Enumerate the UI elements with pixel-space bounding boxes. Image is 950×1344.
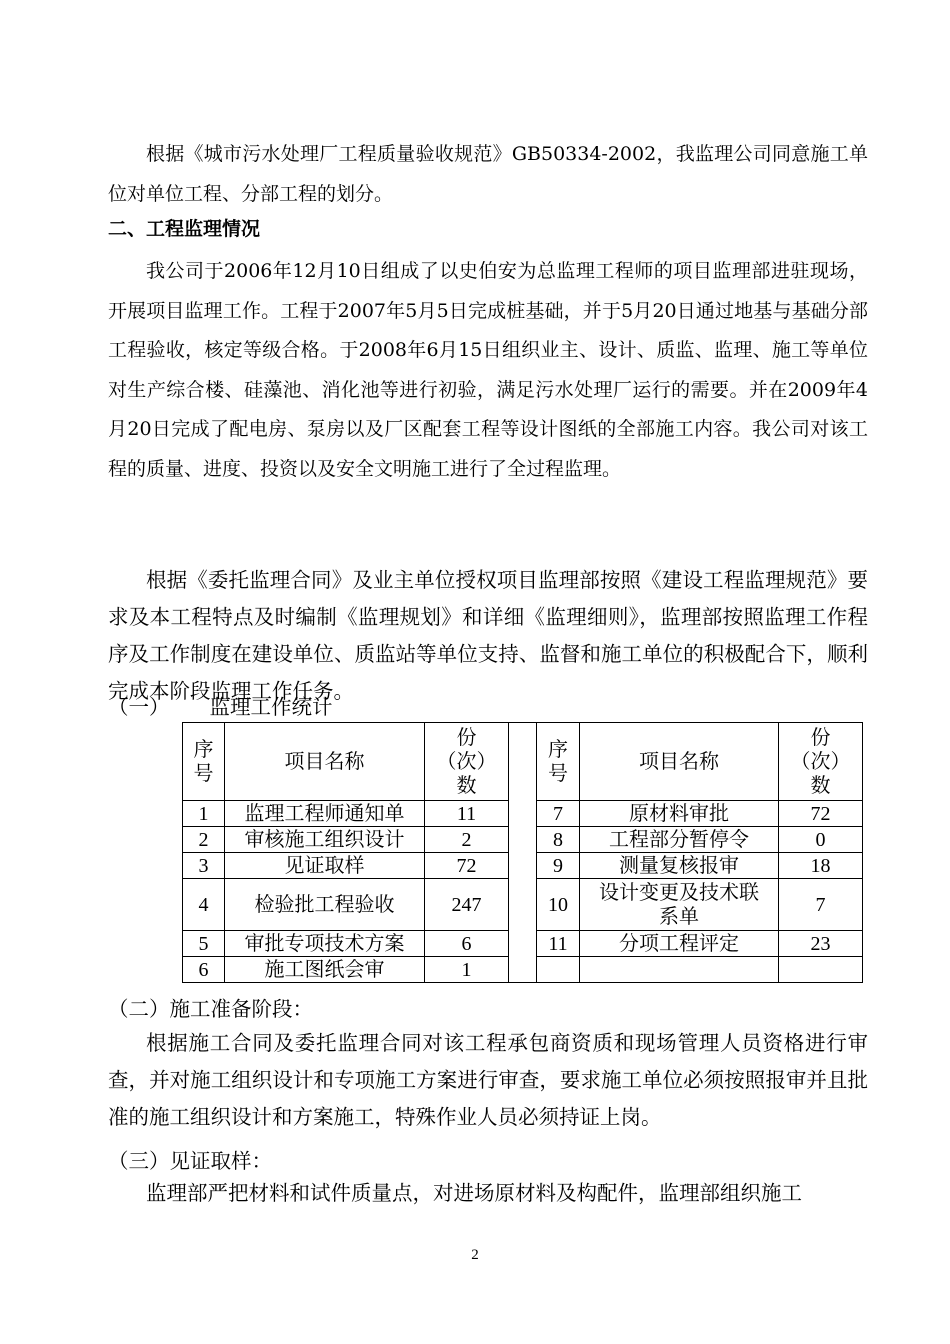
statistics-table [182, 722, 863, 983]
row-count: 1 [425, 957, 509, 983]
row-name: 施工图纸会审 [225, 957, 425, 983]
row-name: 审核施工组织设计 [225, 827, 425, 853]
row-name-right: 分项工程评定 [580, 931, 779, 957]
row-seq: 1 [183, 801, 225, 827]
row-name-right [580, 957, 779, 983]
supervision-basis-paragraph: 根据《委托监理合同》及业主单位授权项目监理部按照《建设工程监理规范》要求及本工程特点及时编制《监理规划》和详细《监理细则》，监理部按照监理工作程序及工作制度在建设单位、质监站等单位支持、监督和施工单位的积极配合下，顺利完成本阶段监理工作任务。 [108, 570, 868, 703]
row-name-right: 原材料审批 [580, 801, 779, 827]
subsection-3-heading: （三）见证取样： [108, 1151, 272, 1173]
page-number: 2 [471, 1247, 479, 1263]
section-heading: 二、工程监理情况 [108, 218, 261, 240]
row-count: 72 [425, 853, 509, 879]
table-spacer [509, 723, 537, 983]
row-count: 247 [425, 879, 509, 931]
row-seq: 2 [183, 827, 225, 853]
row-count: 2 [425, 827, 509, 853]
row-count-right: 0 [779, 827, 863, 853]
header-seq: 序号 [183, 723, 225, 801]
header-count-right: 份（次）数 [779, 723, 863, 801]
row-seq-right: 8 [537, 827, 580, 853]
sampling-paragraph: 监理部严把材料和试件质量点，对进场原材料及构配件，监理部组织施工 [146, 1183, 802, 1205]
row-seq: 3 [183, 853, 225, 879]
header-name: 项目名称 [225, 723, 425, 801]
preparation-paragraph: 根据施工合同及委托监理合同对该工程承包商资质和现场管理人员资格进行审查，并对施工组织设计和专项施工方案进行审查，要求施工单位必须按照报审并且批准的施工组织设计和方案施工，特殊作业人员必须持证上岗。 [108, 1033, 868, 1129]
row-count-right: 7 [779, 879, 863, 931]
row-seq-right: 10 [537, 879, 580, 931]
row-seq: 6 [183, 957, 225, 983]
row-seq: 4 [183, 879, 225, 931]
supervision-summary-paragraph: 我公司于2006年12月10日组成了以史伯安为总监理工程师的项目监理部进驻现场，开展项目监理工作。工程于2007年5月5日完成桩基础，并于5月20日通过地基与基础分部工程验收，核定等级合格。于2008年6月15日组织业主、设计、质监、监理、施工等单位对生产综合楼、硅藻池、消化池等进行初验，满足污水处理厂运行的需要。并在2009年4月20日完成了配电房、泵房以及厂区配套工程等设计图纸的全部施工内容。我公司对该工程的质量、进度、投资以及安全文明施工进行了全过程监理。 [108, 260, 868, 480]
row-count: 6 [425, 931, 509, 957]
row-count-right: 18 [779, 853, 863, 879]
row-name-right: 设计变更及技术联系单 [580, 879, 779, 931]
row-count-right: 72 [779, 801, 863, 827]
row-name: 监理工程师通知单 [225, 801, 425, 827]
row-seq-right: 11 [537, 931, 580, 957]
subsection-2-heading: （二）施工准备阶段： [108, 999, 313, 1021]
row-count-right: 23 [779, 931, 863, 957]
table-header-row [183, 723, 863, 801]
row-name-right: 测量复核报审 [580, 853, 779, 879]
row-seq-right: 9 [537, 853, 580, 879]
intro-paragraph: 根据《城市污水处理厂工程质量验收规范》GB50334-2002，我监理公司同意施工单位对单位工程、分部工程的划分。 [108, 143, 868, 205]
row-name: 审批专项技术方案 [225, 931, 425, 957]
header-count: 份（次）数 [425, 723, 509, 801]
subsection-1-title: 监理工作统计 [209, 697, 333, 719]
row-seq: 5 [183, 931, 225, 957]
header-name-right: 项目名称 [580, 723, 779, 801]
row-seq-right: 7 [537, 801, 580, 827]
row-name: 见证取样 [225, 853, 425, 879]
row-seq-right [537, 957, 580, 983]
subsection-1-number: （一） [108, 697, 170, 719]
row-count-right [779, 957, 863, 983]
row-name: 检验批工程验收 [225, 879, 425, 931]
row-name-right: 工程部分暂停令 [580, 827, 779, 853]
header-seq-right: 序号 [537, 723, 580, 801]
row-count: 11 [425, 801, 509, 827]
subsection-1-heading [108, 690, 333, 720]
